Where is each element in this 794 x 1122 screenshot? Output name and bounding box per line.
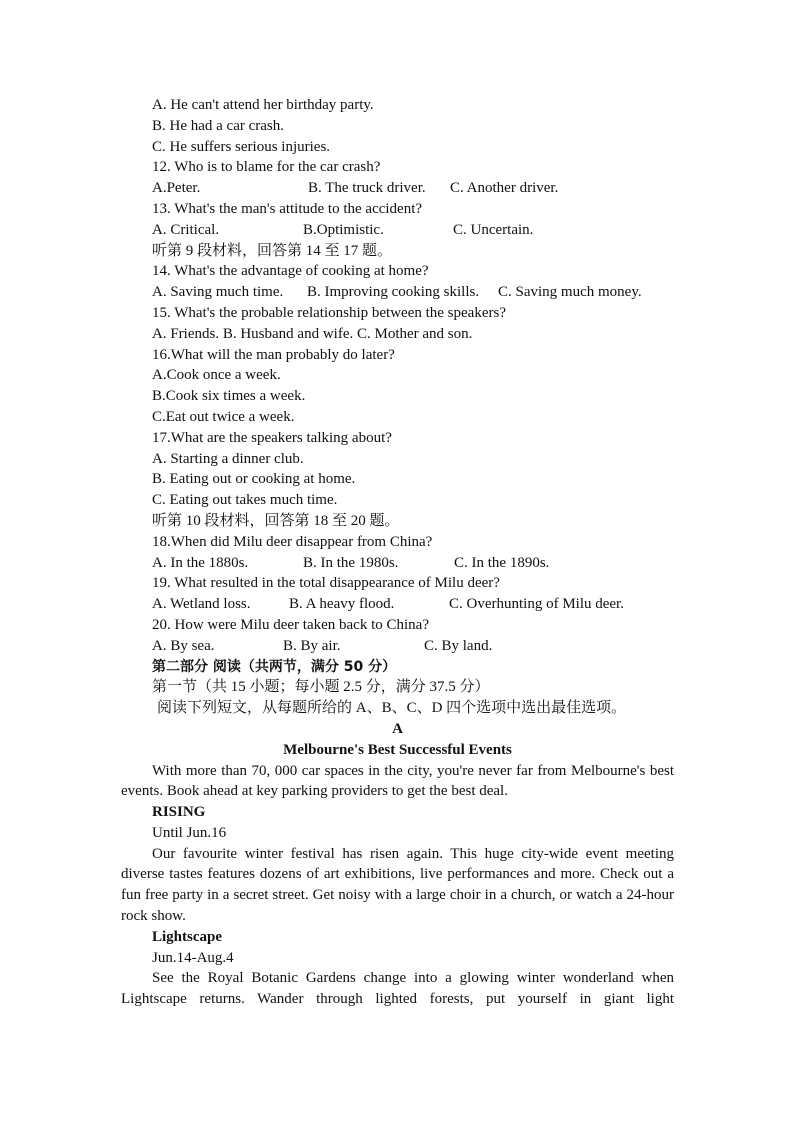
q18-options [121, 553, 674, 574]
q19-options [121, 594, 674, 615]
passage-intro: With more than 70, 000 car spaces in the city, you're never far from Melbourne's best events. Book ahead at key parking providers to get the best deal. [121, 762, 674, 800]
q20-question: 20. How were Milu deer taken back to China? [152, 616, 429, 633]
q20-options [121, 636, 674, 657]
q20-option-b: B. By air. [283, 637, 341, 654]
q19-question: 19. What resulted in the total disappearance of Milu deer? [152, 575, 500, 592]
passage-title: Melbourne's Best Successful Events [283, 741, 512, 758]
q16-option-c: C.Eat out twice a week. [152, 408, 295, 425]
q12-option-b: B. The truck driver. [308, 180, 426, 197]
q14-option-b: B. Improving cooking skills. [307, 284, 480, 301]
q12-option-a: A.Peter. [152, 180, 201, 197]
q17-option-c: C. Eating out takes much time. [152, 492, 338, 509]
q17-option-a: A. Starting a dinner club. [152, 450, 304, 467]
q12-question: 12. Who is to blame for the car crash? [152, 159, 381, 176]
q20-option-c: C. By land. [424, 637, 493, 654]
event-lightscape-name: Lightscape [152, 928, 223, 945]
q13-option-c: C. Uncertain. [453, 221, 534, 238]
page-content [121, 95, 674, 1010]
q12-options [121, 178, 674, 199]
q13-option-a: A. Critical. [152, 221, 220, 238]
event-lightscape-text: See the Royal Botanic Gardens change into a glowing winter wonderland when Lightscape returns. Wander through lighted forests, put yourself in giant light [121, 970, 674, 1008]
q19-option-b: B. A heavy flood. [289, 596, 395, 613]
q18-option-b: B. In the 1980s. [303, 554, 399, 571]
q19-option-c: C. Overhunting of Milu deer. [449, 596, 624, 613]
q18-option-a: A. In the 1880s. [152, 554, 249, 571]
q19-option-a: A. Wetland loss. [152, 596, 251, 613]
q18-option-c: C. In the 1890s. [454, 554, 550, 571]
q14-option-a: A. Saving much time. [152, 284, 284, 301]
q13-question: 13. What's the man's attitude to the accident? [152, 200, 423, 217]
q20-option-a: A. By sea. [152, 637, 215, 654]
q15-options: A. Friends. B. Husband and wife. C. Mother and son. [152, 325, 473, 342]
q14-option-c: C. Saving much money. [498, 284, 642, 301]
q16-option-b: B.Cook six times a week. [152, 388, 306, 405]
q12-option-c: C. Another driver. [450, 180, 559, 197]
q13-option-b: B.Optimistic. [303, 221, 384, 238]
q17-question: 17.What are the speakers talking about? [152, 429, 392, 446]
q13-options [121, 220, 674, 241]
q11-option-c: C. He suffers serious injuries. [152, 138, 331, 155]
event-rising-name: RISING [152, 804, 206, 821]
q16-question: 16.What will the man probably do later? [152, 346, 395, 363]
q11-option-a: A. He can't attend her birthday party. [152, 97, 374, 113]
event-rising-date: Until Jun.16 [152, 824, 227, 841]
q11-option-b: B. He had a car crash. [152, 117, 285, 134]
section-1-note: 第一节（共 15 小题；每小题 2.5 分，满分 37.5 分） [152, 679, 490, 696]
passage-letter: A [392, 720, 403, 737]
q18-question: 18.When did Milu deer disappear from China? [152, 533, 433, 550]
section-10-instruction: 听第 10 段材料，回答第 18 至 20 题。 [152, 512, 400, 529]
event-rising-text: Our favourite winter festival has risen again. This huge city-wide event meeting diverse tastes features dozens of art exhibitions, live performances and more. Check out a fun free party in a secret street. Get noisy with a large choir in a church, or watch a 24-hour rock show. [121, 845, 674, 925]
q14-options [121, 282, 674, 303]
q14-question: 14. What's the advantage of cooking at home? [152, 263, 429, 280]
event-lightscape-date: Jun.14-Aug.4 [152, 949, 234, 966]
section-9-instruction: 听第 9 段材料，回答第 14 至 17 题。 [152, 242, 393, 259]
reading-instructions: 阅读下列短文，从每题所给的 A、B、C、D 四个选项中选出最佳选项。 [157, 700, 627, 717]
q17-option-b: B. Eating out or cooking at home. [152, 471, 356, 488]
part-2-heading: 第二部分 阅读（共两节，满分 50 分） [152, 658, 397, 675]
q16-option-a: A.Cook once a week. [152, 367, 281, 384]
q15-question: 15. What's the probable relationship between the speakers? [152, 304, 506, 321]
